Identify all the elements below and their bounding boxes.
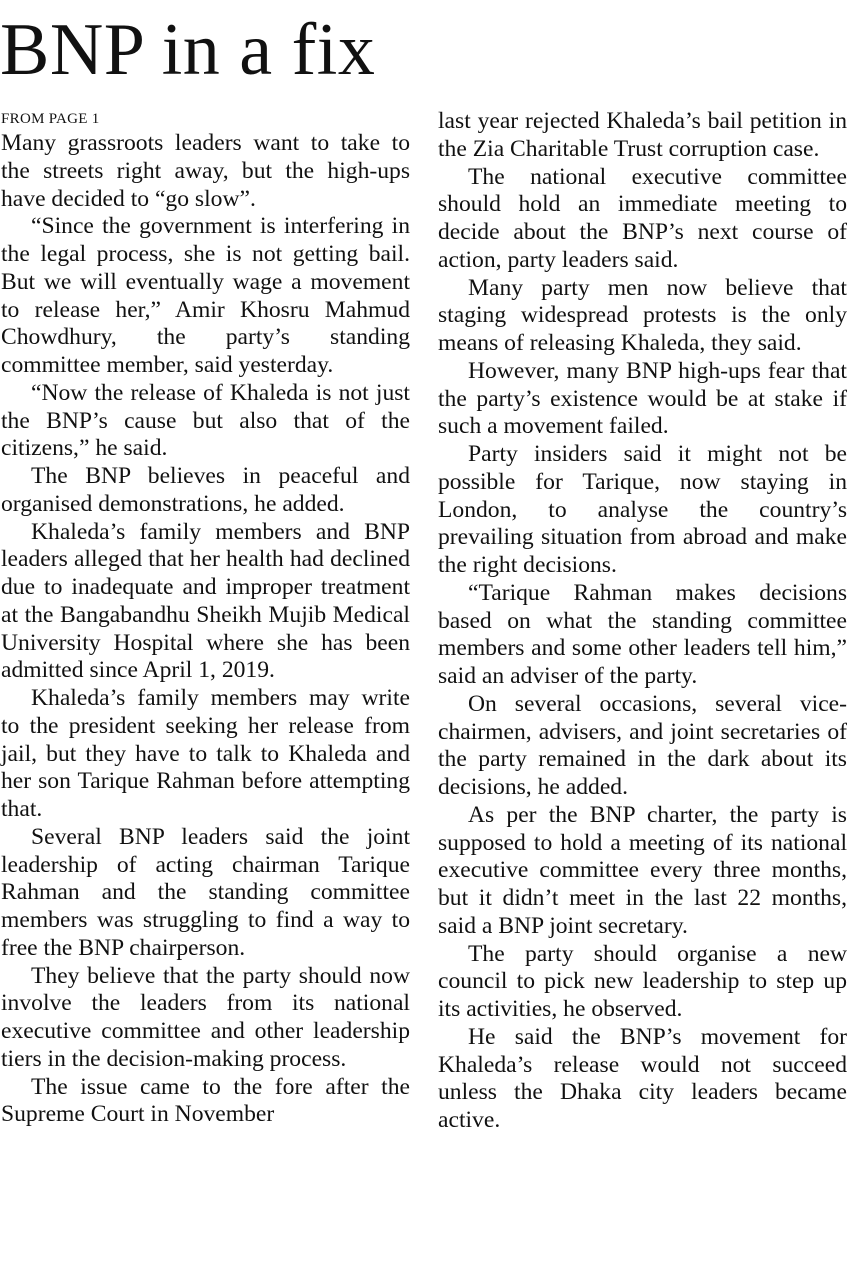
paragraph: The national executive committee should hold an immediate meeting to decide about the BNP’s next course of action, party leaders said.	[438, 163, 847, 273]
paragraph: “Since the government is interfering in the legal process, she is not getting bail. But we will eventually wage a movement to release her,” Amir Khosru Mahmud Chowdhury, the party’s standing committee member, said yesterday.	[1, 213, 410, 378]
paragraph: He said the BNP’s movement for Khaleda’s release would not succeed unless the Dhaka city leaders became active.	[438, 1023, 847, 1133]
paragraph: The party should organise a new council to pick new leadership to step up its activities, he observed.	[438, 940, 847, 1022]
continuation-kicker: FROM PAGE 1	[1, 111, 100, 127]
article-column-left	[1, 108, 410, 1129]
headline: BNP in a fix	[0, 9, 376, 91]
paragraph: However, many BNP high-ups fear that the party’s existence would be at stake if such a movement failed.	[438, 357, 847, 440]
paragraph: The BNP believes in peaceful and organised demonstrations, he added.	[1, 463, 410, 517]
paragraph: Party insiders said it might not be possible for Tarique, now staying in London, to analyse the country’s prevailing situation from abroad and make the right decisions.	[438, 441, 847, 578]
paragraph: The issue came to the fore after the Supreme Court in November	[1, 1073, 410, 1128]
paragraph: Many grassroots leaders want to take to the streets right away, but the high-ups have decided to “go slow”.	[1, 130, 410, 212]
paragraph: On several occasions, several vice-chairmen, advisers, and joint secretaries of the party remained in the dark about its decisions, he added.	[438, 690, 847, 800]
paragraph: They believe that the party should now involve the leaders from its national executive committee and other leadership tiers in the decision-making process.	[1, 962, 410, 1072]
paragraph: “Tarique Rahman makes decisions based on what the standing committee members and some other leaders tell him,” said an adviser of the party.	[438, 579, 847, 689]
paragraph: Khaleda’s family members and BNP leaders alleged that her health had declined due to inadequate and improper treatment at the Bangabandhu Sheikh Mujib Medical University Hospital where she has been admitted since April 1, 2019.	[1, 518, 410, 684]
paragraph: Several BNP leaders said the joint leadership of acting chairman Tarique Rahman and the standing committee members was struggling to find a way to free the BNP chairperson.	[1, 823, 410, 961]
paragraph: “Now the release of Khaleda is not just the BNP’s cause but also that of the citizens,” he said.	[1, 379, 410, 462]
paragraph: Many party men now believe that staging widespread protests is the only means of releasing Khaleda, they said.	[438, 274, 847, 356]
paragraph: Khaleda’s family members may write to the president seeking her release from jail, but they have to talk to Khaleda and her son Tarique Rahman before attempting that.	[1, 685, 410, 822]
paragraph: As per the BNP charter, the party is supposed to hold a meeting of its national executive committee every three months, but it didn’t meet in the last 22 months, said a BNP joint secretary.	[438, 801, 847, 939]
article-column-right	[438, 108, 847, 1135]
paragraph: last year rejected Khaleda’s bail petition in the Zia Charitable Trust corruption case.	[438, 108, 847, 162]
